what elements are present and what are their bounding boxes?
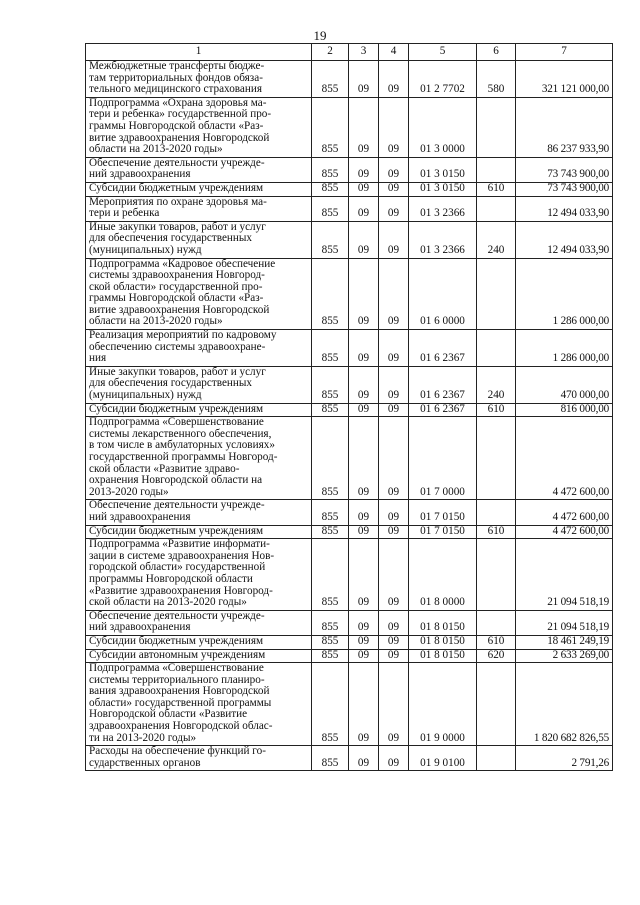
row-subsection-code: 09	[379, 61, 409, 98]
row-description: Расходы на обеспечение функций го- сударственных органов	[86, 746, 312, 771]
row-subsection-code: 09	[379, 610, 409, 635]
row-target-article: 01 7 0150	[409, 500, 477, 525]
row-ministry-code: 855	[312, 746, 349, 771]
row-ministry-code: 855	[312, 221, 349, 258]
row-description: Мероприятия по охране здоровья ма- тери и ребенка	[86, 196, 312, 221]
row-expense-type	[477, 330, 516, 367]
row-target-article: 01 8 0150	[409, 635, 477, 649]
row-description: Субсидии автономным учреждениям	[86, 649, 312, 663]
table-row	[86, 182, 613, 196]
row-section-code: 09	[349, 539, 379, 611]
row-expense-type	[477, 663, 516, 746]
row-section-code: 09	[349, 182, 379, 196]
row-target-article: 01 3 0000	[409, 97, 477, 157]
row-ministry-code: 855	[312, 635, 349, 649]
row-subsection-code: 09	[379, 157, 409, 182]
row-amount: 816 000,00	[516, 403, 613, 417]
col-header-6: 6	[477, 44, 516, 61]
row-description: Подпрограмма «Совершенствование системы лекарственного обеспечения, в том числе в амбулаторных условиях» государственной программы Новгород- ской области «Развитие здраво- охранения Новгородской области на 2013-2020 годы»	[86, 417, 312, 500]
row-ministry-code: 855	[312, 663, 349, 746]
table-row	[86, 525, 613, 539]
col-header-1: 1	[86, 44, 312, 61]
table-row	[86, 663, 613, 746]
row-description: Обеспечение деятельности учрежде- ний здравоохранения	[86, 500, 312, 525]
row-ministry-code: 855	[312, 196, 349, 221]
row-target-article: 01 3 2366	[409, 221, 477, 258]
row-subsection-code: 09	[379, 97, 409, 157]
row-amount: 21 094 518,19	[516, 539, 613, 611]
row-amount: 4 472 600,00	[516, 525, 613, 539]
table-row	[86, 500, 613, 525]
row-subsection-code: 09	[379, 330, 409, 367]
col-header-3: 3	[349, 44, 379, 61]
row-ministry-code: 855	[312, 539, 349, 611]
table-body	[86, 61, 613, 771]
row-amount: 4 472 600,00	[516, 500, 613, 525]
row-section-code: 09	[349, 403, 379, 417]
table-row	[86, 221, 613, 258]
row-expense-type: 610	[477, 525, 516, 539]
row-target-article: 01 8 0150	[409, 649, 477, 663]
row-ministry-code: 855	[312, 649, 349, 663]
table-row	[86, 366, 613, 403]
row-target-article: 01 6 2367	[409, 366, 477, 403]
table-row	[86, 649, 613, 663]
table-row	[86, 61, 613, 98]
row-amount: 2 791,26	[516, 746, 613, 771]
row-expense-type: 580	[477, 61, 516, 98]
row-ministry-code: 855	[312, 182, 349, 196]
row-subsection-code: 09	[379, 663, 409, 746]
row-ministry-code: 855	[312, 610, 349, 635]
row-amount: 12 494 033,90	[516, 221, 613, 258]
row-subsection-code: 09	[379, 539, 409, 611]
row-amount: 1 286 000,00	[516, 258, 613, 330]
row-description: Субсидии бюджетным учреждениям	[86, 182, 312, 196]
table-row	[86, 746, 613, 771]
row-section-code: 09	[349, 366, 379, 403]
row-subsection-code: 09	[379, 746, 409, 771]
row-expense-type	[477, 417, 516, 500]
row-ministry-code: 855	[312, 366, 349, 403]
row-amount: 18 461 249,19	[516, 635, 613, 649]
row-ministry-code: 855	[312, 157, 349, 182]
row-expense-type	[477, 196, 516, 221]
row-target-article: 01 3 2366	[409, 196, 477, 221]
table-row	[86, 610, 613, 635]
budget-table	[85, 43, 613, 771]
row-target-article: 01 7 0150	[409, 525, 477, 539]
row-amount: 1 286 000,00	[516, 330, 613, 367]
row-amount: 321 121 000,00	[516, 61, 613, 98]
row-amount: 86 237 933,90	[516, 97, 613, 157]
table-row	[86, 258, 613, 330]
row-target-article: 01 3 0150	[409, 157, 477, 182]
row-section-code: 09	[349, 196, 379, 221]
row-subsection-code: 09	[379, 649, 409, 663]
row-amount: 2 633 269,00	[516, 649, 613, 663]
row-expense-type	[477, 157, 516, 182]
row-section-code: 09	[349, 258, 379, 330]
row-subsection-code: 09	[379, 221, 409, 258]
row-amount: 470 000,00	[516, 366, 613, 403]
row-subsection-code: 09	[379, 635, 409, 649]
row-subsection-code: 09	[379, 196, 409, 221]
row-description: Подпрограмма «Развитие информати- зации в системе здравоохранения Нов- городской области» государственной программы Новгородской области «Развитие здравоохранения Новгород- ской области на 2013-2020 годы»	[86, 539, 312, 611]
row-subsection-code: 09	[379, 182, 409, 196]
row-expense-type: 610	[477, 182, 516, 196]
row-expense-type: 240	[477, 221, 516, 258]
row-section-code: 09	[349, 525, 379, 539]
row-section-code: 09	[349, 330, 379, 367]
row-description: Обеспечение деятельности учрежде- ний здравоохранения	[86, 610, 312, 635]
page-number: 19	[313, 28, 327, 43]
table-row	[86, 539, 613, 611]
row-subsection-code: 09	[379, 258, 409, 330]
row-amount: 73 743 900,00	[516, 157, 613, 182]
row-target-article: 01 8 0000	[409, 539, 477, 611]
row-ministry-code: 855	[312, 61, 349, 98]
row-target-article: 01 9 0000	[409, 663, 477, 746]
table-row	[86, 157, 613, 182]
row-ministry-code: 855	[312, 330, 349, 367]
row-section-code: 09	[349, 157, 379, 182]
row-subsection-code: 09	[379, 500, 409, 525]
row-section-code: 09	[349, 221, 379, 258]
row-description: Иные закупки товаров, работ и услуг для обеспечения государственных (муниципальных) нужд	[86, 221, 312, 258]
table-row	[86, 403, 613, 417]
row-description: Подпрограмма «Охрана здоровья ма- тери и ребенка» государственной про- граммы Новгородской области «Раз- витие здравоохранения Новгородской области на 2013-2020 годы»	[86, 97, 312, 157]
row-description: Субсидии бюджетным учреждениям	[86, 403, 312, 417]
col-header-2: 2	[312, 44, 349, 61]
row-expense-type: 620	[477, 649, 516, 663]
row-expense-type: 610	[477, 635, 516, 649]
row-expense-type	[477, 500, 516, 525]
row-description: Субсидии бюджетным учреждениям	[86, 525, 312, 539]
row-target-article: 01 9 0100	[409, 746, 477, 771]
header-row	[86, 44, 613, 61]
row-expense-type	[477, 746, 516, 771]
row-section-code: 09	[349, 500, 379, 525]
row-ministry-code: 855	[312, 258, 349, 330]
row-subsection-code: 09	[379, 417, 409, 500]
row-target-article: 01 6 0000	[409, 258, 477, 330]
row-target-article: 01 3 0150	[409, 182, 477, 196]
table-row	[86, 196, 613, 221]
row-expense-type: 240	[477, 366, 516, 403]
row-amount: 73 743 900,00	[516, 182, 613, 196]
row-amount: 21 094 518,19	[516, 610, 613, 635]
row-section-code: 09	[349, 417, 379, 500]
row-subsection-code: 09	[379, 366, 409, 403]
row-target-article: 01 6 2367	[409, 330, 477, 367]
table-row	[86, 417, 613, 500]
row-expense-type: 610	[477, 403, 516, 417]
row-amount: 1 820 682 826,55	[516, 663, 613, 746]
col-header-4: 4	[379, 44, 409, 61]
row-amount: 4 472 600,00	[516, 417, 613, 500]
table-row	[86, 330, 613, 367]
row-target-article: 01 8 0150	[409, 610, 477, 635]
row-description: Межбюджетные трансферты бюдже- там территориальных фондов обяза- тельного медицинского страхования	[86, 61, 312, 98]
row-ministry-code: 855	[312, 525, 349, 539]
row-expense-type	[477, 610, 516, 635]
col-header-7: 7	[516, 44, 613, 61]
row-target-article: 01 7 0000	[409, 417, 477, 500]
row-description: Обеспечение деятельности учрежде- ний здравоохранения	[86, 157, 312, 182]
row-description: Иные закупки товаров, работ и услуг для обеспечения государственных (муниципальных) нужд	[86, 366, 312, 403]
row-description: Субсидии бюджетным учреждениям	[86, 635, 312, 649]
row-target-article: 01 6 2367	[409, 403, 477, 417]
row-expense-type	[477, 539, 516, 611]
row-description: Подпрограмма «Кадровое обеспечение системы здравоохранения Новгород- ской области» государственной про- граммы Новгородской области «Раз- витие здравоохранения Новгородской области на 2013-2020 годы»	[86, 258, 312, 330]
row-description: Подпрограмма «Совершенствование системы территориального планиро- вания здравоохранения Новгородской области» государственной программы Новгородской области «Развитие здравоохранения Новгородской облас- ти на 2013-2020 годы»	[86, 663, 312, 746]
table-row	[86, 97, 613, 157]
row-section-code: 09	[349, 635, 379, 649]
row-expense-type	[477, 97, 516, 157]
col-header-5: 5	[409, 44, 477, 61]
row-section-code: 09	[349, 649, 379, 663]
row-expense-type	[477, 258, 516, 330]
row-subsection-code: 09	[379, 403, 409, 417]
row-target-article: 01 2 7702	[409, 61, 477, 98]
table-row	[86, 635, 613, 649]
row-ministry-code: 855	[312, 403, 349, 417]
row-section-code: 09	[349, 663, 379, 746]
row-subsection-code: 09	[379, 525, 409, 539]
row-description: Реализация мероприятий по кадровому обеспечению системы здравоохране- ния	[86, 330, 312, 367]
row-amount: 12 494 033,90	[516, 196, 613, 221]
row-ministry-code: 855	[312, 500, 349, 525]
row-section-code: 09	[349, 746, 379, 771]
row-section-code: 09	[349, 61, 379, 98]
row-ministry-code: 855	[312, 97, 349, 157]
row-ministry-code: 855	[312, 417, 349, 500]
row-section-code: 09	[349, 97, 379, 157]
row-section-code: 09	[349, 610, 379, 635]
